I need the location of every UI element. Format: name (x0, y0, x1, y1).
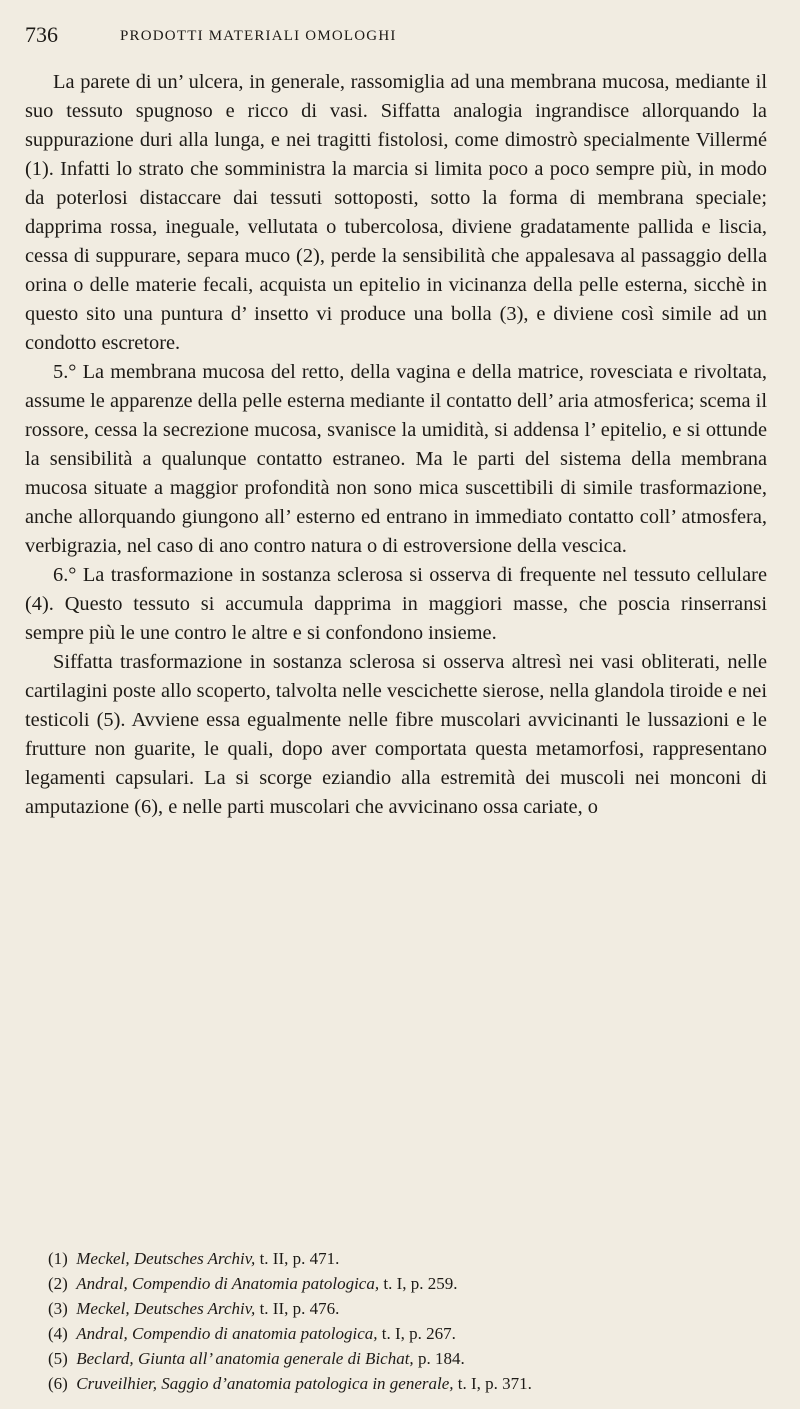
footnote-number: (3) (48, 1299, 68, 1318)
footnote-number: (6) (48, 1374, 68, 1393)
footnote-work: Compendio di anatomia patologica, (131, 1324, 378, 1343)
footnote-work: Giunta all’ anatomia generale di Bichat, (137, 1349, 414, 1368)
footnote-author: Meckel, (76, 1299, 130, 1318)
footnote-number: (4) (48, 1324, 68, 1343)
paragraph-5-mucous-membrane: 5.° La membrana mucosa del retto, della vagina e della matrice, rovesciata e rivoltata, assume le apparenze della pelle esterna mediante il contatto dell’ aria atmosferica; scema il rossore, cessa la secrezione mucosa, svanisce la umidità, si addensa l’ epitelio, e si ottunde la sensibilità a qualunque contatto estraneo. Ma le parti del sistema della membrana mucosa situate a maggior profondità non sono mica suscettibili di simile trasformazione, anche allorquando giungono all’ esterno ed entrano in immediato contatto coll’ atmosfera, verbigrazia, nel caso di ano contro natura o di estroversione della vescica. (25, 361, 767, 557)
footnote-number: (2) (48, 1274, 68, 1293)
footnote-5 (48, 1346, 778, 1371)
footnote-work: Deutsches Archiv, (133, 1249, 256, 1268)
footnote-reference: t. II, p. 476. (259, 1299, 340, 1318)
footnote-author: Cruveilhier, (76, 1374, 157, 1393)
footnote-author: Beclard, (76, 1349, 134, 1368)
footnote-work: Deutsches Archiv, (133, 1299, 256, 1318)
page-number: 736 (25, 22, 58, 47)
footnote-work: Saggio d’anatomia patologica in generale, (161, 1374, 454, 1393)
paragraph-6-sclerous-transformation: 6.° La trasformazione in sostanza sclerosa si osserva di frequente nel tessuto cellulare (4). Questo tessuto si accumula dapprima in maggiori masse, che poscia rinserransi sempre più le une contro le altre e si confondono insieme. (25, 564, 767, 644)
footnotes (48, 1246, 778, 1396)
footnote-author: Meckel, (76, 1249, 130, 1268)
footnote-reference: t. II, p. 471. (259, 1249, 340, 1268)
paragraph-ulcer-wall: La parete di un’ ulcera, in generale, rassomiglia ad una membrana mucosa, mediante il suo tessuto spugnoso e ricco di vasi. Siffatta analogia ingrandisce allorquando la suppurazione duri alla lunga, e nei tragitti fistolosi, come dimostrò specialmente Villermé (1). Infatti lo strato che somministra la marcia si limita poco a poco sempre più, in modo da poterlosi distaccare dai tessuti sottoposti, sotto la forma di membrana speciale; dapprima rossa, ineguale, vellutata o tubercolosa, diviene gradatamente pallida e liscia, cessa di suppurare, separa muco (2), perde la sensibilità che appalesava al passaggio della orina o delle materie fecali, acquista un epitelio in vicinanza della pelle esterna, sicchè in questo sito una puntura d’ insetto vi produce una bolla (3), e diviene così simile ad un condotto escretore. (25, 71, 767, 354)
footnote-1 (48, 1246, 778, 1271)
footnote-reference: t. I, p. 259. (383, 1274, 458, 1293)
running-head (25, 22, 785, 62)
footnote-reference: p. 184. (417, 1349, 465, 1368)
footnote-2 (48, 1271, 778, 1296)
footnote-3 (48, 1296, 778, 1321)
footnote-6 (48, 1371, 778, 1396)
footnote-reference: t. I, p. 371. (457, 1374, 532, 1393)
footnote-author: Andral, (76, 1274, 128, 1293)
footnote-number: (5) (48, 1349, 68, 1368)
footnote-number: (1) (48, 1249, 68, 1268)
body-text (25, 68, 767, 822)
running-title: PRODOTTI MATERIALI OMOLOGHI (120, 28, 397, 44)
footnote-author: Andral, (76, 1324, 128, 1343)
footnote-reference: t. I, p. 267. (381, 1324, 456, 1343)
paragraph-sclerous-sites: Siffatta trasformazione in sostanza sclerosa si osserva altresì nei vasi obliterati, nelle cartilagini poste allo scoperto, talvolta nelle vescichette sierose, nella glandola tiroide e nei testicoli (5). Avviene essa egualmente nelle fibre muscolari avvicinanti le lussazioni e le frutture non guarite, le quali, dopo aver comportata questa metamorfosi, rappresentano legamenti capsulari. La si scorge eziandio alla estremità dei muscoli nei monconi di amputazione (6), e nelle parti muscolari che avvicinano ossa cariate, o (25, 651, 767, 818)
footnote-4 (48, 1321, 778, 1346)
footnote-work: Compendio di Anatomia patologica, (131, 1274, 380, 1293)
